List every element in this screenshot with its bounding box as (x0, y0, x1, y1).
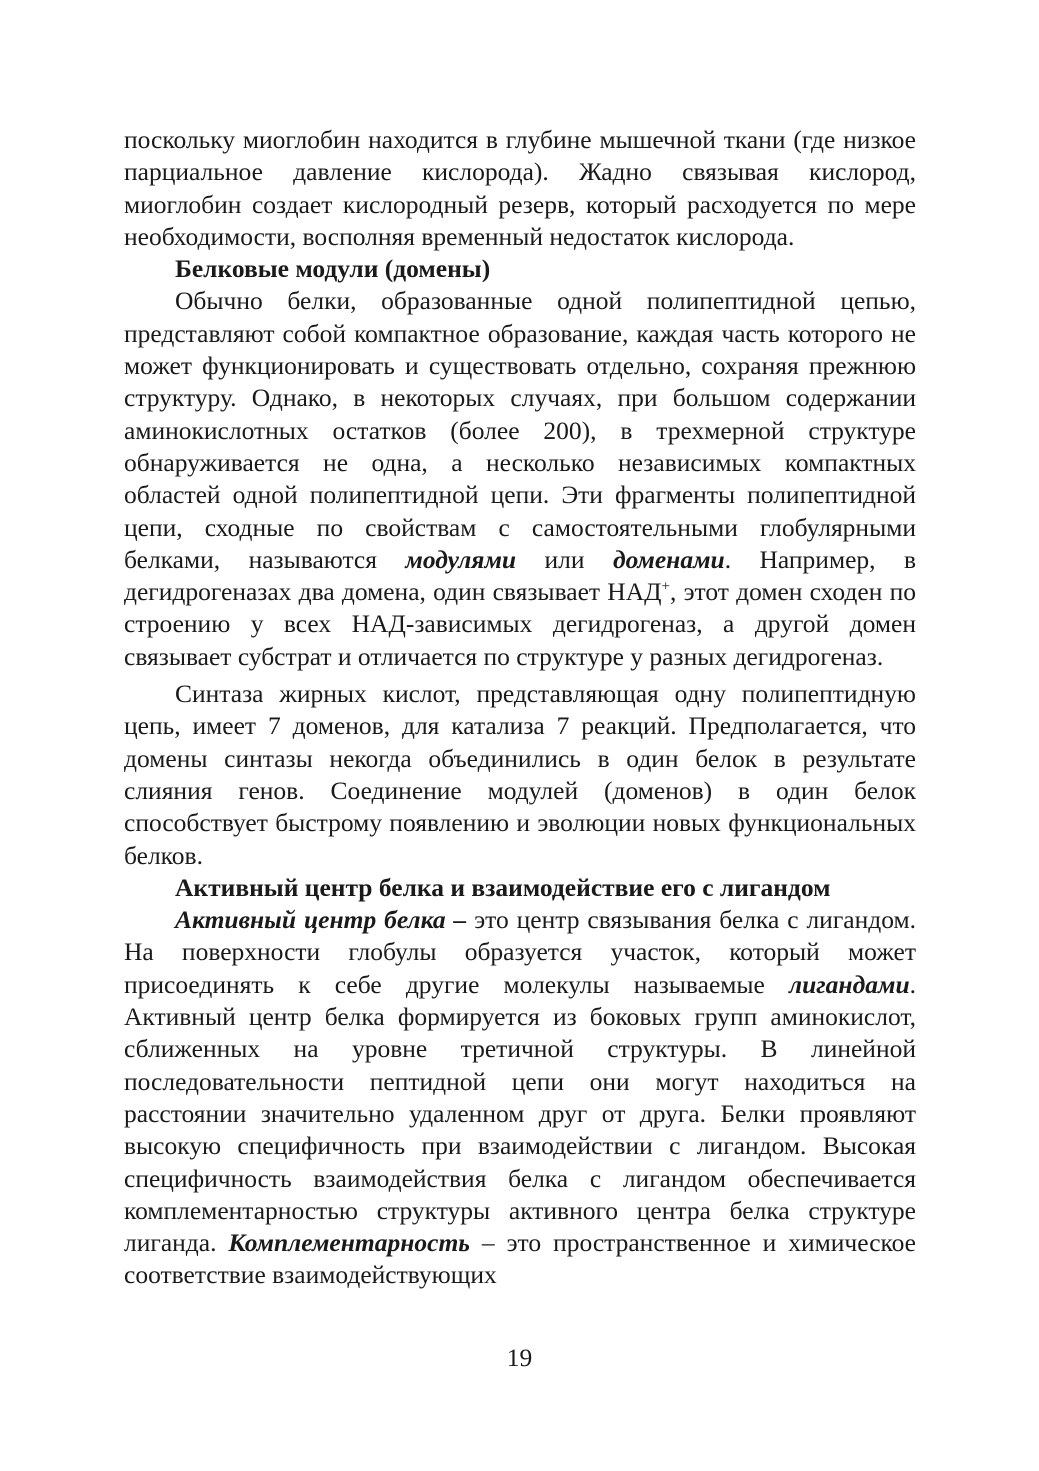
heading-protein-modules: Белковые модули (домены) (175, 254, 491, 284)
text-segment: это центр связывания белка с лигандом. На поверхности глобулы образуется участок, который может присоединять к себе другие молекулы называемые (124, 905, 916, 999)
page-number: 19 (506, 1343, 533, 1372)
text-segment: или (516, 544, 613, 574)
text-segment: . Например, в дегидрогеназах два домена, один связывает НАД (124, 544, 916, 607)
paragraph-myoglobin: поскольку миоглобин находится в глубине мышечной ткани (где низкое парциальное давление кислорода). Жадно связывая кислород, миоглобин создает кислородный резерв, который расходуется по мере необходимости, восполняя временный недостаток кислорода. (124, 125, 916, 251)
page-body (124, 124, 916, 1292)
text-segment: – это пространственное и химическое соответствие взаимодействующих (124, 1228, 916, 1290)
paragraph-active-center (124, 904, 916, 1292)
paragraph-domains (124, 285, 916, 673)
superscript-plus: + (661, 578, 670, 595)
term-modules: модулями (405, 544, 517, 574)
term-ligands: лигандами (788, 969, 910, 999)
term-active-center: Активный центр белка – (175, 905, 467, 935)
text-segment: Обычно белки, образованные одной полипептидной цепью, представляют собой компактное образование, каждая часть которого не может функционировать и существовать отдельно, сохраняя прежнюю структуру. Однако, в некоторых случаях, при большом содержании аминокислотных остатков (более 200), в трехмерной структуре обнаруживается не одна, а несколько независимых компактных областей одной полипептидной цепи. Эти фрагменты полипептидной цепи, сходные по свойствам с самостоятельными глобулярными белками, называются (124, 286, 916, 574)
text-segment: , этот домен сходен по строению у всех НАД-зависимых дегидрогеназ, а другой домен связывает субстрат и отличается по структуре у разных дегидрогеназ. (124, 577, 916, 671)
term-complementarity: Комплементарность (228, 1228, 470, 1258)
text-segment: . Активный центр белка формируется из боковых групп аминокислот, сближенных на уровне третичной структуры. В линейной последовательности пептидной цепи они могут находиться на расстоянии значительно удаленном друг от друга. Белки проявляют высокую специфичность при взаимодействии с лигандом. Высокая специфичность взаимодействия белка с лигандом обеспечивается комплементарностью структуры активного центра белка структуре лиганда. (124, 969, 916, 1258)
term-domains: доменами (612, 544, 725, 574)
paragraph-fatty-acid-synthase: Синтаза жирных кислот, представляющая одну полипептидную цепь, имеет 7 доменов, для катализа 7 реакций. Предполагается, что домены синтазы некогда объединились в один белок в результате слияния генов. Соединение модулей (доменов) в один белок способствует быстрому появлению и эволюции новых функциональных белков. (124, 679, 916, 870)
heading-active-center: Активный центр белка и взаимодействие его с лигандом (175, 872, 831, 902)
